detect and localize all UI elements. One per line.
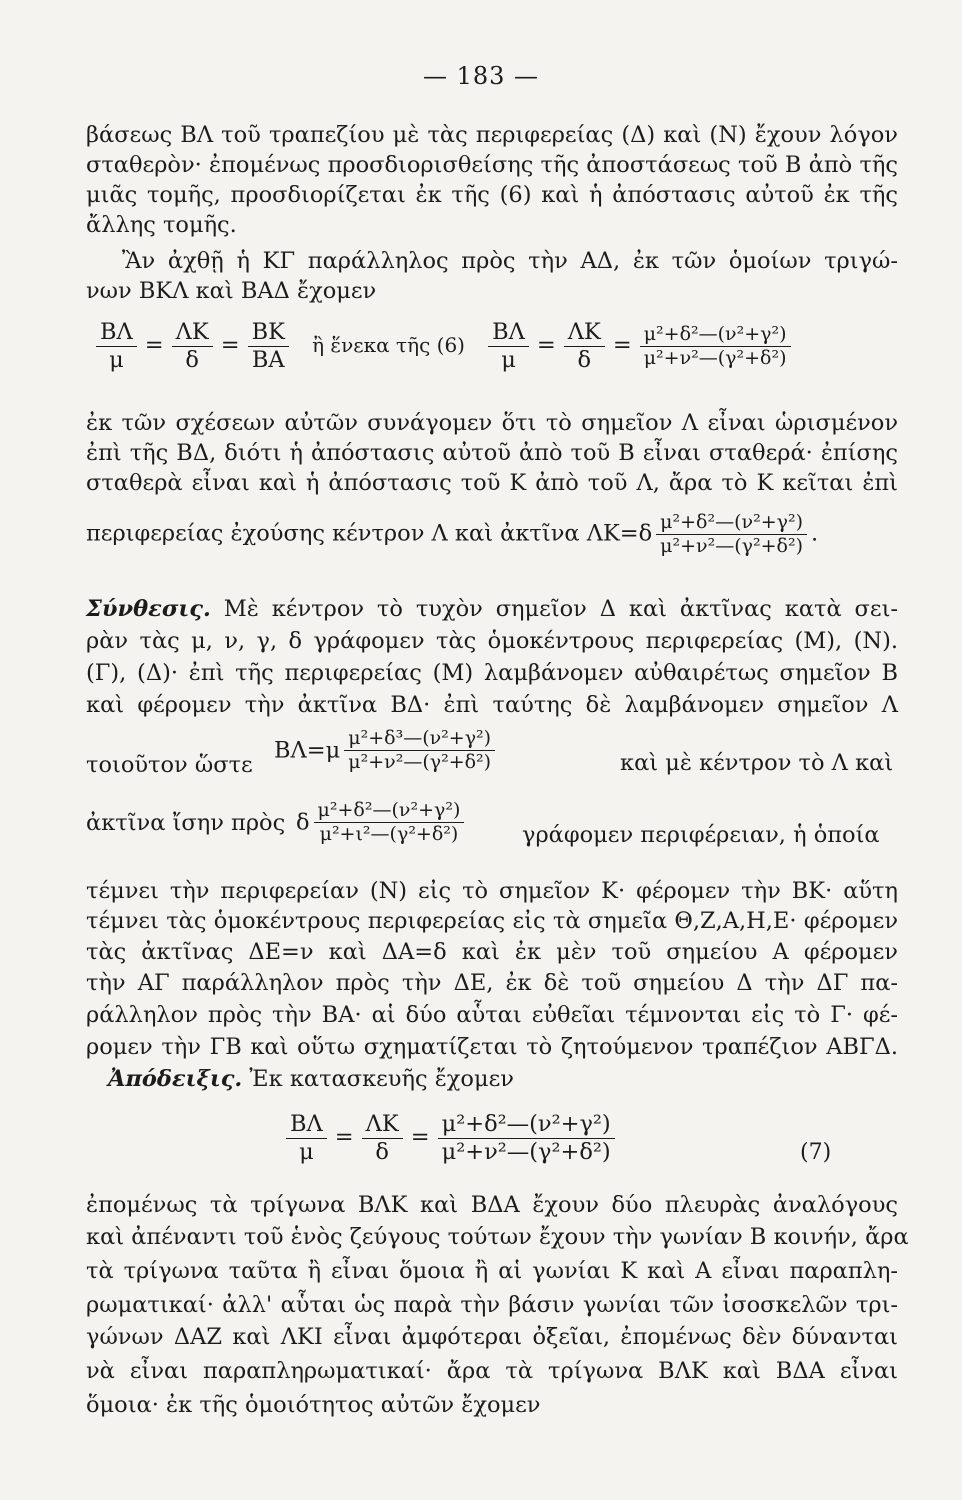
text-line: ρὰν τὰς μ, ν, γ, δ γράφομεν τὰς ὁμοκέντρους περιφερείας (Μ), (Ν).	[86, 628, 898, 654]
text-line: Ἂν ἀχθῇ ἡ ΚΓ παράλληλος πρὸς τὴν ΑΔ, ἐκ τῶν ὁμοίων τριγώ-	[122, 248, 898, 274]
equation-2: περιφερείας ἐχούσης κέντρον Λ καὶ ἀκτῖνα ΛΚ=δ $\frac{\text{μ²+δ²—(ν²+γ²)}}{\text{μ²+ν²—(γ²+δ²)}}$ .	[86, 511, 819, 557]
text-line: ἄλλης τομῆς.	[86, 212, 237, 238]
fraction: $\frac{BK}{BA}$	[248, 320, 289, 373]
fraction: $\frac{\Lambda K}{\delta}$	[564, 320, 605, 373]
text-line: Ἀπόδειξις. Ἐκ κατασκευῆς ἔχομεν	[108, 1066, 514, 1092]
section-title: Σύνθεσις.	[86, 596, 211, 622]
page-number: — 183 —	[422, 62, 540, 90]
text-line: νὰ εἶναι παραπληρωματικαί· ἄρα τὰ τρίγωνα ΒΛΚ καὶ ΒΔΑ εἶναι	[86, 1358, 898, 1384]
text-line: ἐπομένως τὰ τρίγωνα ΒΛΚ καὶ ΒΔΑ ἔχουν δύο πλευρὰς ἀναλόγους	[86, 1192, 898, 1218]
text-line: τὰς ἀκτῖνας ΔΕ=ν καὶ ΔΑ=δ καὶ ἐκ μὲν τοῦ σημείου Α φέρομεν	[86, 939, 898, 965]
text-line: μιᾶς τομῆς, προσδιορίζεται ἐκ τῆς (6) καὶ ἡ ἀπόστασις αὐτοῦ ἐκ τῆς	[86, 182, 898, 208]
text-line: καὶ ἀπέναντι τοῦ ἑνὸς ζεύγους τούτων ἔχουν τὴν γωνίαν Β κοινήν, ἄρα	[86, 1224, 909, 1250]
section-title: Ἀπόδειξις.	[108, 1066, 243, 1092]
text-line: βάσεως ΒΛ τοῦ τραπεζίου μὲ τὰς περιφερείας (Δ) καὶ (Ν) ἔχουν λόγον	[86, 122, 898, 148]
text-line: ρωματικαί· ἀλλ' αὗται ὡς παρὰ τὴν βάσιν γωνίαι τῶν ἰσοσκελῶν τρι-	[86, 1292, 898, 1318]
fraction: $\frac{\text{μ²+δ²—(ν²+γ²)}}{\text{μ²+ι²—(γ²+δ²)}}$	[314, 800, 465, 845]
text-line: Σύνθεσις. Μὲ κέντρον τὸ τυχὸν σημεῖον Δ καὶ ἀκτῖνας κατὰ σει-	[86, 596, 898, 622]
book-page: — 183 — βάσεως ΒΛ τοῦ τραπεζίου μὲ τὰς περιφερείας (Δ) καὶ (Ν) ἔχουν λόγον σταθερὸν· ἐπομένως προσδιορισθείσης τῆς ἀποστάσεως τοῦ Β ἀπὸ τῆς μιᾶς τομῆς, προσδιορίζεται ἐκ τῆς (6) καὶ ἡ ἀπόστασις αὐτοῦ ἐκ τῆς ἄλλης τομῆς. Ἂν ἀχθῇ ἡ ΚΓ παράλληλος πρὸς τὴν ΑΔ, ἐκ τῶν ὁμοίων τριγώ- νων ΒΚΛ καὶ ΒΑΔ ἔχομεν $\frac{B\Lambda}{\mu}$ = $\frac{\Lambda K}{\delta}$ = $\frac{BK}{BA}$ ἢ ἕνεκα τῆς (6) $\frac{B\Lambda}{\mu}$ = $\frac{\Lambda K}{\delta}$ = $\frac{\text{μ²+δ²—(ν²+γ²)}}{\text{μ²+ν²—(γ²+δ²)}}$ ἐκ τῶν σχέσεων αὐτῶν συνάγομεν ὅτι τὸ σημεῖον Λ εἶναι ὡρισμένον ἐπὶ τῆς ΒΔ, διότι ἡ ἀπόστασις αὐτοῦ ἀπὸ τοῦ Β εἶναι σταθερά· ἐπίσης σταθερὰ εἶναι καὶ ἡ ἀπόστασις τοῦ Κ ἀπὸ τοῦ Λ, ἄρα τὸ Κ κεῖται ἐπὶ περιφερείας ἐχούσης κέντρον Λ καὶ ἀκτῖνα ΛΚ=δ $\frac{\text{μ²+δ²—(ν²+γ²)}}{\text{μ²+ν²—(γ²+δ²)}}$ . Σύνθεσις. Μὲ κέντρον τὸ τυχὸν σημεῖον Δ καὶ ἀκτῖνας κατὰ σει- ρὰν τὰς μ, ν, γ, δ γράφομεν τὰς ὁμοκέντρους περιφερείας (Μ), (Ν). (Γ), (Δ)· ἐπὶ τῆς περιφερείας (Μ) λαμβάνομεν αὐθαιρέτως σημεῖον Β καὶ φέρομεν τὴν ἀκτῖνα ΒΔ· ἐπὶ ταύτης δὲ λαμβάνομεν σημεῖον Λ τοιοῦτον ὥστε ΒΛ=μ $\frac{\text{μ²+δ³—(ν²+γ²)}}{\text{μ²+ν²—(γ²+δ²)}}$ καὶ μὲ κέντρον τὸ Λ καὶ ἀκτῖνα ἴσην πρὸς δ $\frac{\text{μ²+δ²—(ν²+γ²)}}{\text{μ²+ι²—(γ²+δ²)}}$ γράφομεν περιφέρειαν, ἡ ὁποία τέμνει τὴν περιφερείαν (Ν) εἰς τὸ σημεῖον Κ· φέρομεν τὴν ΒΚ· αὕτη τέμνει τὰς ὁμοκέντρους περιφερείας εἰς τὰ σημεῖα Θ,Ζ,Α,Η,Ε· φέρομεν τὰς ἀκτῖνας ΔΕ=ν καὶ ΔΑ=δ καὶ ἐκ μὲν τοῦ σημείου Α φέρομεν τὴν ΑΓ παράλληλον πρὸς τὴν ΔΕ, ἐκ δὲ τοῦ σημείου Δ τὴν ΔΓ πα- ράλληλον πρὸς τὴν ΒΑ· αἱ δύο αὗται εὐθεῖαι τέμνονται εἰς τὸ Γ· φέ- ρομεν τὴν ΓΒ καὶ οὕτω σχηματίζεται τὸ ζητούμενον τραπέζιον ΑΒΓΔ. Ἀπόδειξις. Ἐκ κατασκευῆς ἔχομεν $\frac{B\Lambda}{\mu}$ = $\frac{\Lambda K}{\delta}$ = $\frac{\text{μ²+δ²—(ν²+γ²)}}{\text{μ²+ν²—(γ²+δ²)}}$ (7) ἐπομένως τὰ τρίγωνα ΒΛΚ καὶ ΒΔΑ ἔχουν δύο πλευρὰς ἀναλόγους καὶ ἀπέναντι τοῦ ἑνὸς ζεύγους τούτων ἔχουν τὴν γωνίαν Β κοινήν, ἄρα τὰ τρίγωνα ταῦτα ἢ εἶναι ὅμοια ἢ αἱ γωνίαι Κ καὶ Α εἶναι παραπλη- ρωματικαί· ἀλλ' αὗται ὡς παρὰ τὴν βάσιν γωνίαι τῶν ἰσοσκελῶν τρι- γώνων ΔΑΖ καὶ ΛΚΙ εἶναι ἀμφότεραι ὀξεῖαι, ἐπομένως δὲν δύνανται νὰ εἶναι παραπληρωματικαί· ἄρα τὰ τρίγωνα ΒΛΚ καὶ ΒΔΑ εἶναι ὅμοια· ἐκ τῆς ὁμοιότητος αὐτῶν ἔχομεν	[0, 0, 962, 1500]
fraction: $\frac{B\Lambda}{\mu}$	[286, 1112, 327, 1165]
equation-number: (7)	[800, 1140, 832, 1165]
fraction: $\frac{B\Lambda}{\mu}$	[488, 320, 529, 373]
fraction: $\frac{\Lambda K}{\delta}$	[172, 320, 213, 373]
text-line: ἐπὶ τῆς ΒΔ, διότι ἡ ἀπόστασις αὐτοῦ ἀπὸ τοῦ Β εἶναι σταθερά· ἐπίσης	[86, 440, 898, 466]
fraction: $\frac{B\Lambda}{\mu}$	[96, 320, 137, 373]
text-line: τὴν ΑΓ παράλληλον πρὸς τὴν ΔΕ, ἐκ δὲ τοῦ σημείου Δ τὴν ΔΓ πα-	[86, 970, 898, 996]
text-line: νων ΒΚΛ καὶ ΒΑΔ ἔχομεν	[86, 278, 377, 304]
fraction: $\frac{\text{μ²+δ²—(ν²+γ²)}}{\text{μ²+ν²—(γ²+δ²)}}$	[640, 324, 791, 369]
text-line: ὅμοια· ἐκ τῆς ὁμοιότητος αὐτῶν ἔχομεν	[86, 1392, 541, 1418]
text-line: ρομεν τὴν ΓΒ καὶ οὕτω σχηματίζεται τὸ ζητούμενον τραπέζιον ΑΒΓΔ.	[86, 1034, 898, 1060]
fraction: $\frac{\text{μ²+δ³—(ν²+γ²)}}{\text{μ²+ν²—(γ²+δ²)}}$	[344, 728, 495, 773]
text-line: τέμνει τὰς ὁμοκέντρους περιφερείας εἰς τὰ σημεῖα Θ,Ζ,Α,Η,Ε· φέρομεν	[86, 908, 898, 934]
fraction: $\frac{\Lambda K}{\delta}$	[362, 1112, 403, 1165]
text-line: ἐκ τῶν σχέσεων αὐτῶν συνάγομεν ὅτι τὸ σημεῖον Λ εἶναι ὡρισμένον	[86, 410, 898, 436]
text-line: τὰ τρίγωνα ταῦτα ἢ εἶναι ὅμοια ἢ αἱ γωνίαι Κ καὶ Α εἶναι παραπλη-	[86, 1258, 898, 1284]
text-line: καὶ φέρομεν τὴν ἀκτῖνα ΒΔ· ἐπὶ ταύτης δὲ λαμβάνομεν σημεῖον Λ	[86, 692, 898, 718]
fraction: $\frac{\text{μ²+δ²—(ν²+γ²)}}{\text{μ²+ν²—(γ²+δ²)}}$	[438, 1112, 615, 1165]
equation-text: ἢ ἕνεκα τῆς (6)	[312, 333, 465, 358]
text-line: σταθερὰ εἶναι καὶ ἡ ἀπόστασις τοῦ Κ ἀπὸ τοῦ Λ, ἄρα τὸ Κ κεῖται ἐπὶ	[86, 470, 898, 496]
fraction: $\frac{\text{μ²+δ²—(ν²+γ²)}}{\text{μ²+ν²—(γ²+δ²)}}$	[656, 512, 807, 557]
equation-5: $\frac{B\Lambda}{\mu}$ = $\frac{\Lambda K}{\delta}$ = $\frac{\text{μ²+δ²—(ν²+γ²)}}{\text{μ²+ν²—(γ²+δ²)}}$	[282, 1112, 619, 1165]
text-line: ράλληλον πρὸς τὴν ΒΑ· αἱ δύο αὗται εὐθεῖαι τέμνονται εἰς τὸ Γ· φέ-	[86, 1002, 898, 1028]
text-line: σταθερὸν· ἐπομένως προσδιορισθείσης τῆς ἀποστάσεως τοῦ Β ἀπὸ τῆς	[86, 152, 898, 178]
equation-1: $\frac{B\Lambda}{\mu}$ = $\frac{\Lambda K}{\delta}$ = $\frac{BK}{BA}$ ἢ ἕνεκα τῆς (6) $\frac{B\Lambda}{\mu}$ = $\frac{\Lambda K}{\delta}$ = $\frac{\text{μ²+δ²—(ν²+γ²)}}{\text{μ²+ν²—(γ²+δ²)}}$	[92, 320, 795, 373]
text-line: γώνων ΔΑΖ καὶ ΛΚΙ εἶναι ἀμφότεραι ὀξεῖαι, ἐπομένως δὲν δύνανται	[86, 1324, 898, 1350]
text-line: (Γ), (Δ)· ἐπὶ τῆς περιφερείας (Μ) λαμβάνομεν αὐθαιρέτως σημεῖον Β	[86, 660, 898, 686]
text-line: τέμνει τὴν περιφερείαν (Ν) εἰς τὸ σημεῖον Κ· φέρομεν τὴν ΒΚ· αὕτη	[86, 878, 898, 904]
